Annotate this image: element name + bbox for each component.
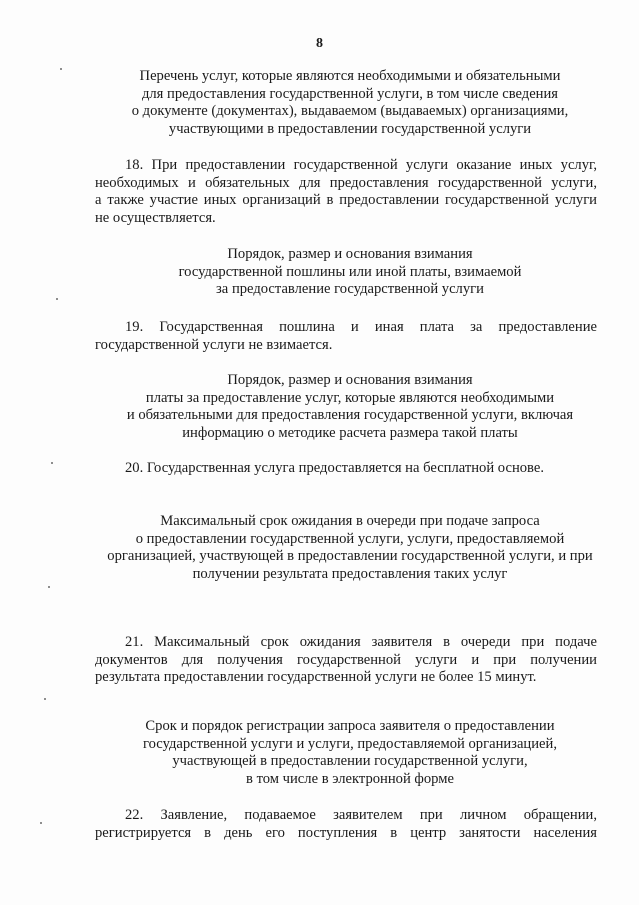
paragraph-19	[95, 319, 597, 354]
paragraph-18	[95, 157, 597, 227]
heading-line: и обязательными для предоставления государственной услуги, включая	[126, 407, 574, 423]
scan-speck	[51, 462, 53, 464]
heading-line: за предоставление государственной услуги	[216, 281, 484, 297]
paragraph-line: а также участие иных организаций в предоставлении государственной услуги	[95, 192, 597, 208]
paragraph-line: государственной услуги не взимается.	[95, 336, 333, 353]
heading-line: Максимальный срок ожидания в очереди при подаче запроса	[160, 513, 540, 529]
scan-speck	[56, 298, 58, 300]
section-heading-queue-time	[90, 513, 610, 583]
heading-line: участвующими в предоставлении государственной услуги	[168, 120, 532, 137]
heading-line: Перечень услуг, которые являются необходимыми и обязательными	[139, 68, 561, 84]
paragraph-line: 19. Государственная пошлина и иная плата за предоставление	[125, 319, 597, 335]
heading-line: Срок и порядок регистрации запроса заявителя о предоставлении	[145, 718, 555, 734]
section-heading-state-fee	[90, 246, 610, 299]
paragraph-line: 20. Государственная услуга предоставляется на бесплатной основе.	[125, 460, 544, 476]
heading-line: о документе (документах), выдаваемом (выдаваемых) организациями,	[131, 103, 569, 119]
heading-line: организацией, участвующей в предоставлении государственной услуги, и при	[107, 548, 593, 564]
page-number: 8	[316, 36, 323, 51]
heading-line: участвующей в предоставлении государственной услуги,	[172, 753, 528, 769]
paragraph-line: не осуществляется.	[95, 209, 216, 226]
paragraph-line: 18. При предоставлении государственной услуги оказание иных услуг,	[125, 157, 597, 173]
heading-line: Порядок, размер и основания взимания	[227, 372, 473, 388]
paragraph-line: документов для получения государственной услуги и при получении	[95, 651, 597, 668]
paragraph-20	[95, 460, 597, 478]
scan-speck	[44, 698, 46, 700]
heading-line: для предоставления государственной услуги, в том числе сведения	[141, 85, 559, 102]
heading-line: получении результата предоставления таких услуг	[192, 565, 508, 582]
paragraph-line: необходимых и обязательных для предоставления государственной услуги,	[95, 174, 597, 191]
paragraph-line: регистрируется в день его поступления в центр занятости населения	[95, 824, 597, 841]
paragraph-line: 21. Максимальный срок ожидания заявителя в очереди при подаче	[125, 634, 597, 650]
heading-line: в том числе в электронной форме	[246, 770, 454, 787]
heading-line: платы за предоставление услуг, которые являются необходимыми	[145, 389, 555, 406]
heading-line: информацию о методике расчета размера такой платы	[182, 424, 518, 441]
section-heading-services-list	[90, 68, 610, 138]
scan-speck	[48, 586, 50, 588]
heading-line: государственной услуги и услуги, предоставляемой организацией,	[143, 735, 557, 752]
paragraph-line: результата предоставлении государственной услуги не более 15 минут.	[95, 669, 537, 685]
scan-speck	[60, 68, 62, 70]
scan-speck	[40, 822, 42, 824]
heading-line: государственной пошлины или иной платы, взимаемой	[178, 263, 522, 280]
paragraph-22	[95, 807, 597, 842]
paragraph-21	[95, 634, 597, 687]
heading-line: Порядок, размер и основания взимания	[227, 246, 473, 262]
section-heading-service-fee	[90, 372, 610, 442]
section-heading-registration	[90, 718, 610, 788]
paragraph-line: 22. Заявление, подаваемое заявителем при личном обращении,	[125, 807, 597, 823]
heading-line: о предоставлении государственной услуги, услуги, предоставляемой	[135, 530, 565, 547]
